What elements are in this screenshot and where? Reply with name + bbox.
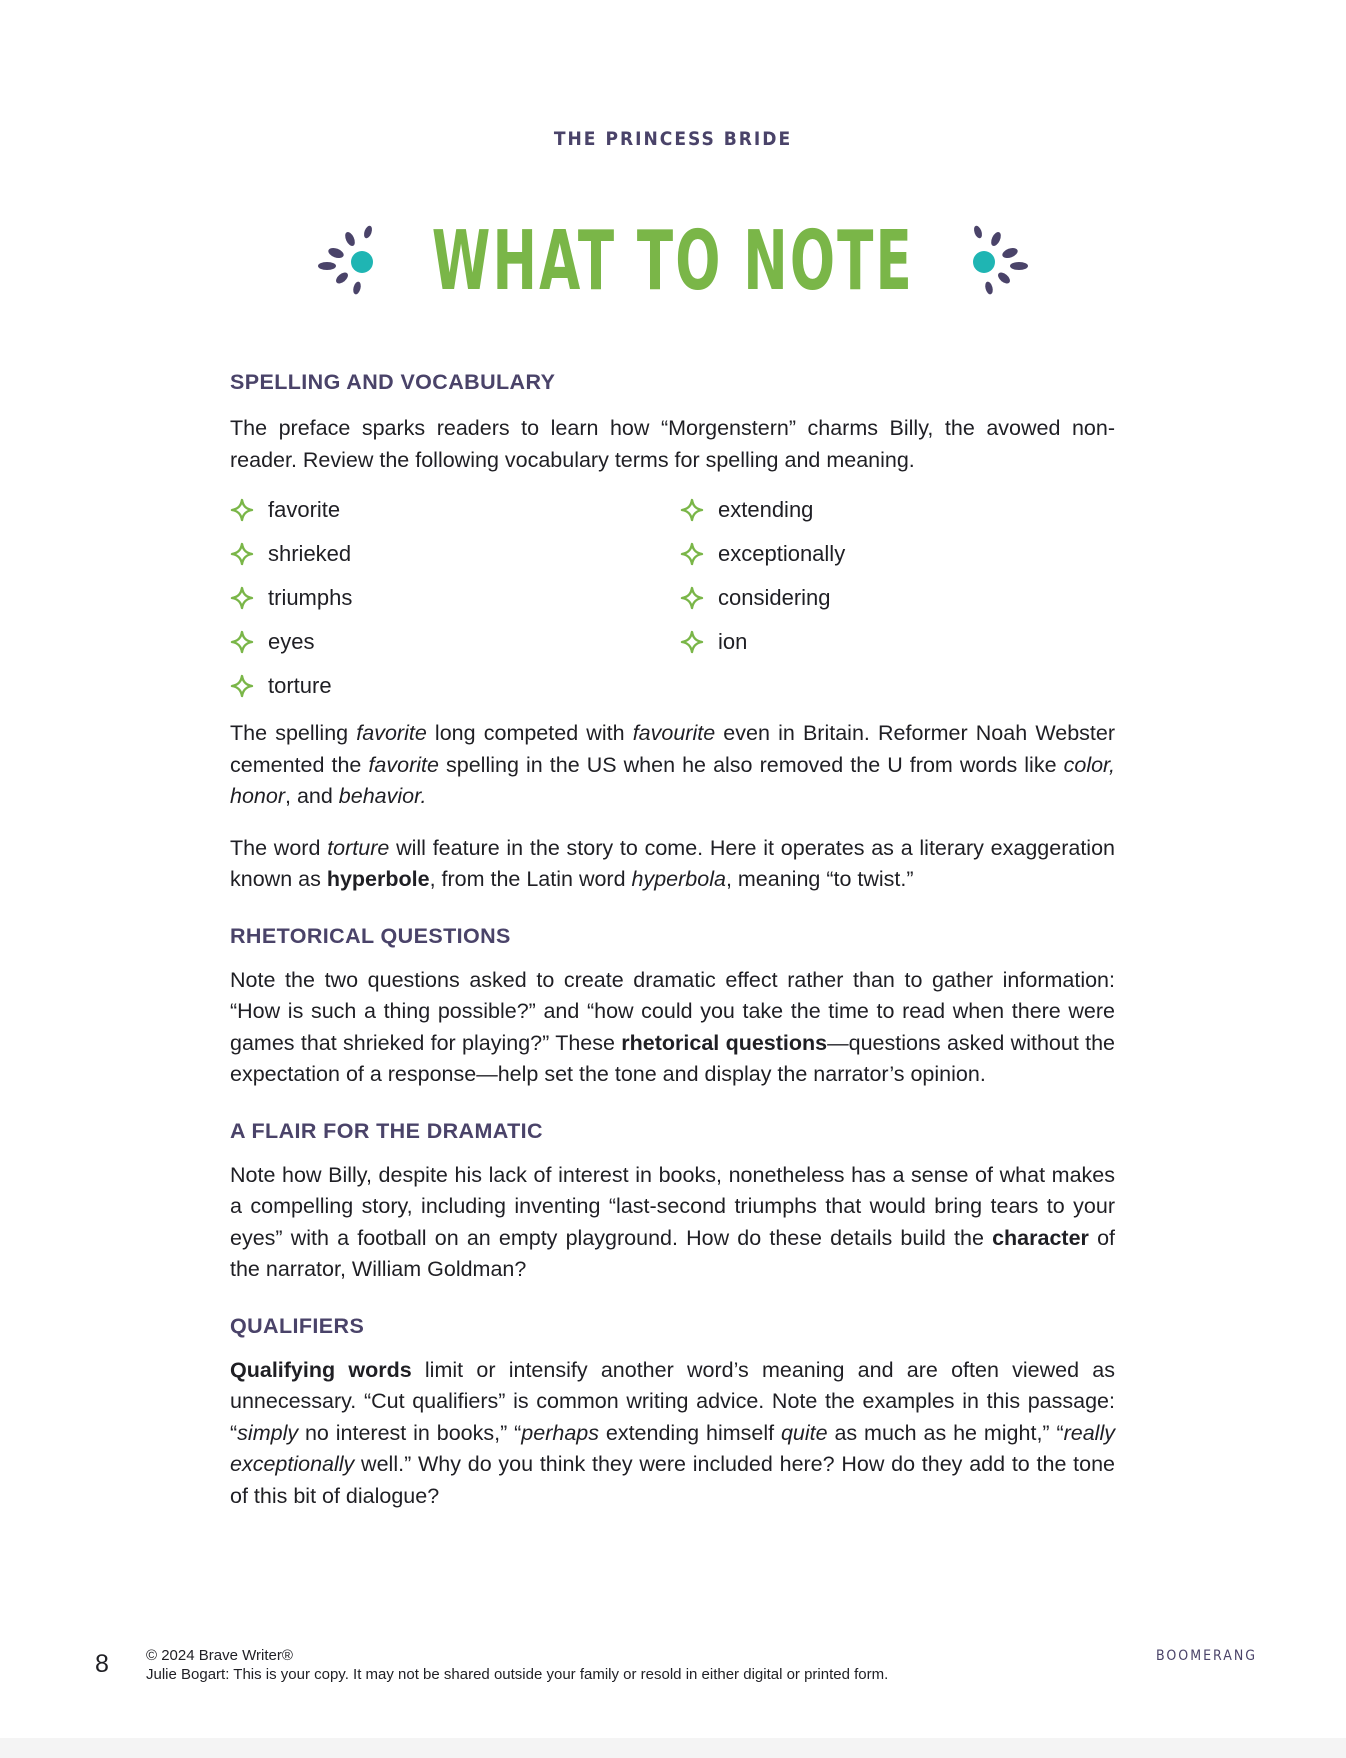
vocab-word: extending <box>718 497 814 522</box>
copyright-line: © 2024 Brave Writer® <box>146 1647 293 1664</box>
footer-notice <box>146 1646 888 1684</box>
title-row <box>0 212 1346 312</box>
vocab-word: shrieked <box>268 541 352 566</box>
license-line: Julie Bogart: This is your copy. It may not be shared outside your family or resold in either digital or printed form. <box>146 1666 889 1683</box>
vocab-item <box>230 576 680 620</box>
section-heading-rhetorical: RHETORICAL QUESTIONS <box>230 923 511 948</box>
vocab-list <box>230 488 1115 708</box>
sparkle-burst-icon <box>308 217 398 307</box>
diamond-bullet-icon <box>230 674 254 698</box>
vocab-word: favorite <box>268 497 341 522</box>
diamond-bullet-icon <box>680 498 704 522</box>
vocab-item <box>680 532 1115 576</box>
diamond-bullet-icon <box>680 586 704 610</box>
diamond-bullet-icon <box>680 630 704 654</box>
sparkle-burst-icon <box>948 217 1038 307</box>
page-bottom-band <box>0 1738 1346 1758</box>
vocab-word: ion <box>718 629 748 654</box>
main-content <box>230 370 1115 1512</box>
brand-mark: BOOMERANG <box>1156 1648 1258 1664</box>
vocab-item <box>230 488 680 532</box>
torture-paragraph: The word torture will feature in the story to come. Here it operates as a literary exaggeration known as hyperbole, from the Latin word hyperbola, meaning “to twist.” <box>230 835 1115 891</box>
vocab-item <box>230 532 680 576</box>
section-heading-spelling: SPELLING AND VOCABULARY <box>230 370 556 394</box>
vocab-item <box>680 576 1115 620</box>
running-title: THE PRINCESS BRIDE <box>553 128 793 150</box>
vocab-item <box>230 620 680 664</box>
favorite-paragraph: The spelling favorite long competed with favourite even in Britain. Reformer Noah Webster cemented the favorite spelling in the US when he also removed the U from words like color, honor, and behavior. <box>230 721 1115 808</box>
diamond-bullet-icon <box>230 586 254 610</box>
diamond-bullet-icon <box>230 542 254 566</box>
vocab-word: eyes <box>268 629 315 654</box>
spelling-intro: The preface sparks readers to learn how “Morgenstern” charms Billy, the avowed non-reader. Review the following vocabulary terms for spelling and meaning. <box>230 416 1115 472</box>
diamond-bullet-icon <box>680 542 704 566</box>
page-title: WHAT TO NOTE <box>431 214 915 309</box>
vocab-word: torture <box>268 673 332 698</box>
vocab-word: triumphs <box>268 585 353 610</box>
vocab-word: considering <box>718 585 831 610</box>
section-heading-qualifiers: QUALIFIERS <box>230 1313 365 1338</box>
vocab-word: exceptionally <box>718 541 846 566</box>
vocab-item <box>680 488 1115 532</box>
vocab-item <box>230 664 680 708</box>
vocab-item <box>680 620 1115 664</box>
diamond-bullet-icon <box>230 630 254 654</box>
page-number: 8 <box>95 1650 109 1678</box>
section-heading-dramatic: A FLAIR FOR THE DRAMATIC <box>230 1118 543 1143</box>
rhetorical-paragraph: Note the two questions asked to create dramatic effect rather than to gather information: “How is such a thing possible?” and “how could you take the time to read when there were games that shrieked for playing?” These rhetorical questions—questions asked without the expectation of a response—help set the tone and display the narrator’s opinion. <box>230 967 1115 1086</box>
qualifiers-paragraph: Qualifying words limit or intensify another word’s meaning and are often viewed as unnecessary. “Cut qualifiers” is common writing advice. Note the examples in this passage: “simply no interest in books,” “perhaps extending himself quite as much as he might,” “really exceptionally well.” Why do you think they were included here? How do they add to the tone of this bit of dialogue? <box>230 1357 1116 1508</box>
dramatic-paragraph: Note how Billy, despite his lack of interest in books, nonetheless has a sense of what makes a compelling story, including inventing “last-second triumphs that would bring tears to your eyes” with a football on an empty playground. How do these details build the character of the narrator, William Goldman? <box>230 1162 1115 1281</box>
diamond-bullet-icon <box>230 498 254 522</box>
